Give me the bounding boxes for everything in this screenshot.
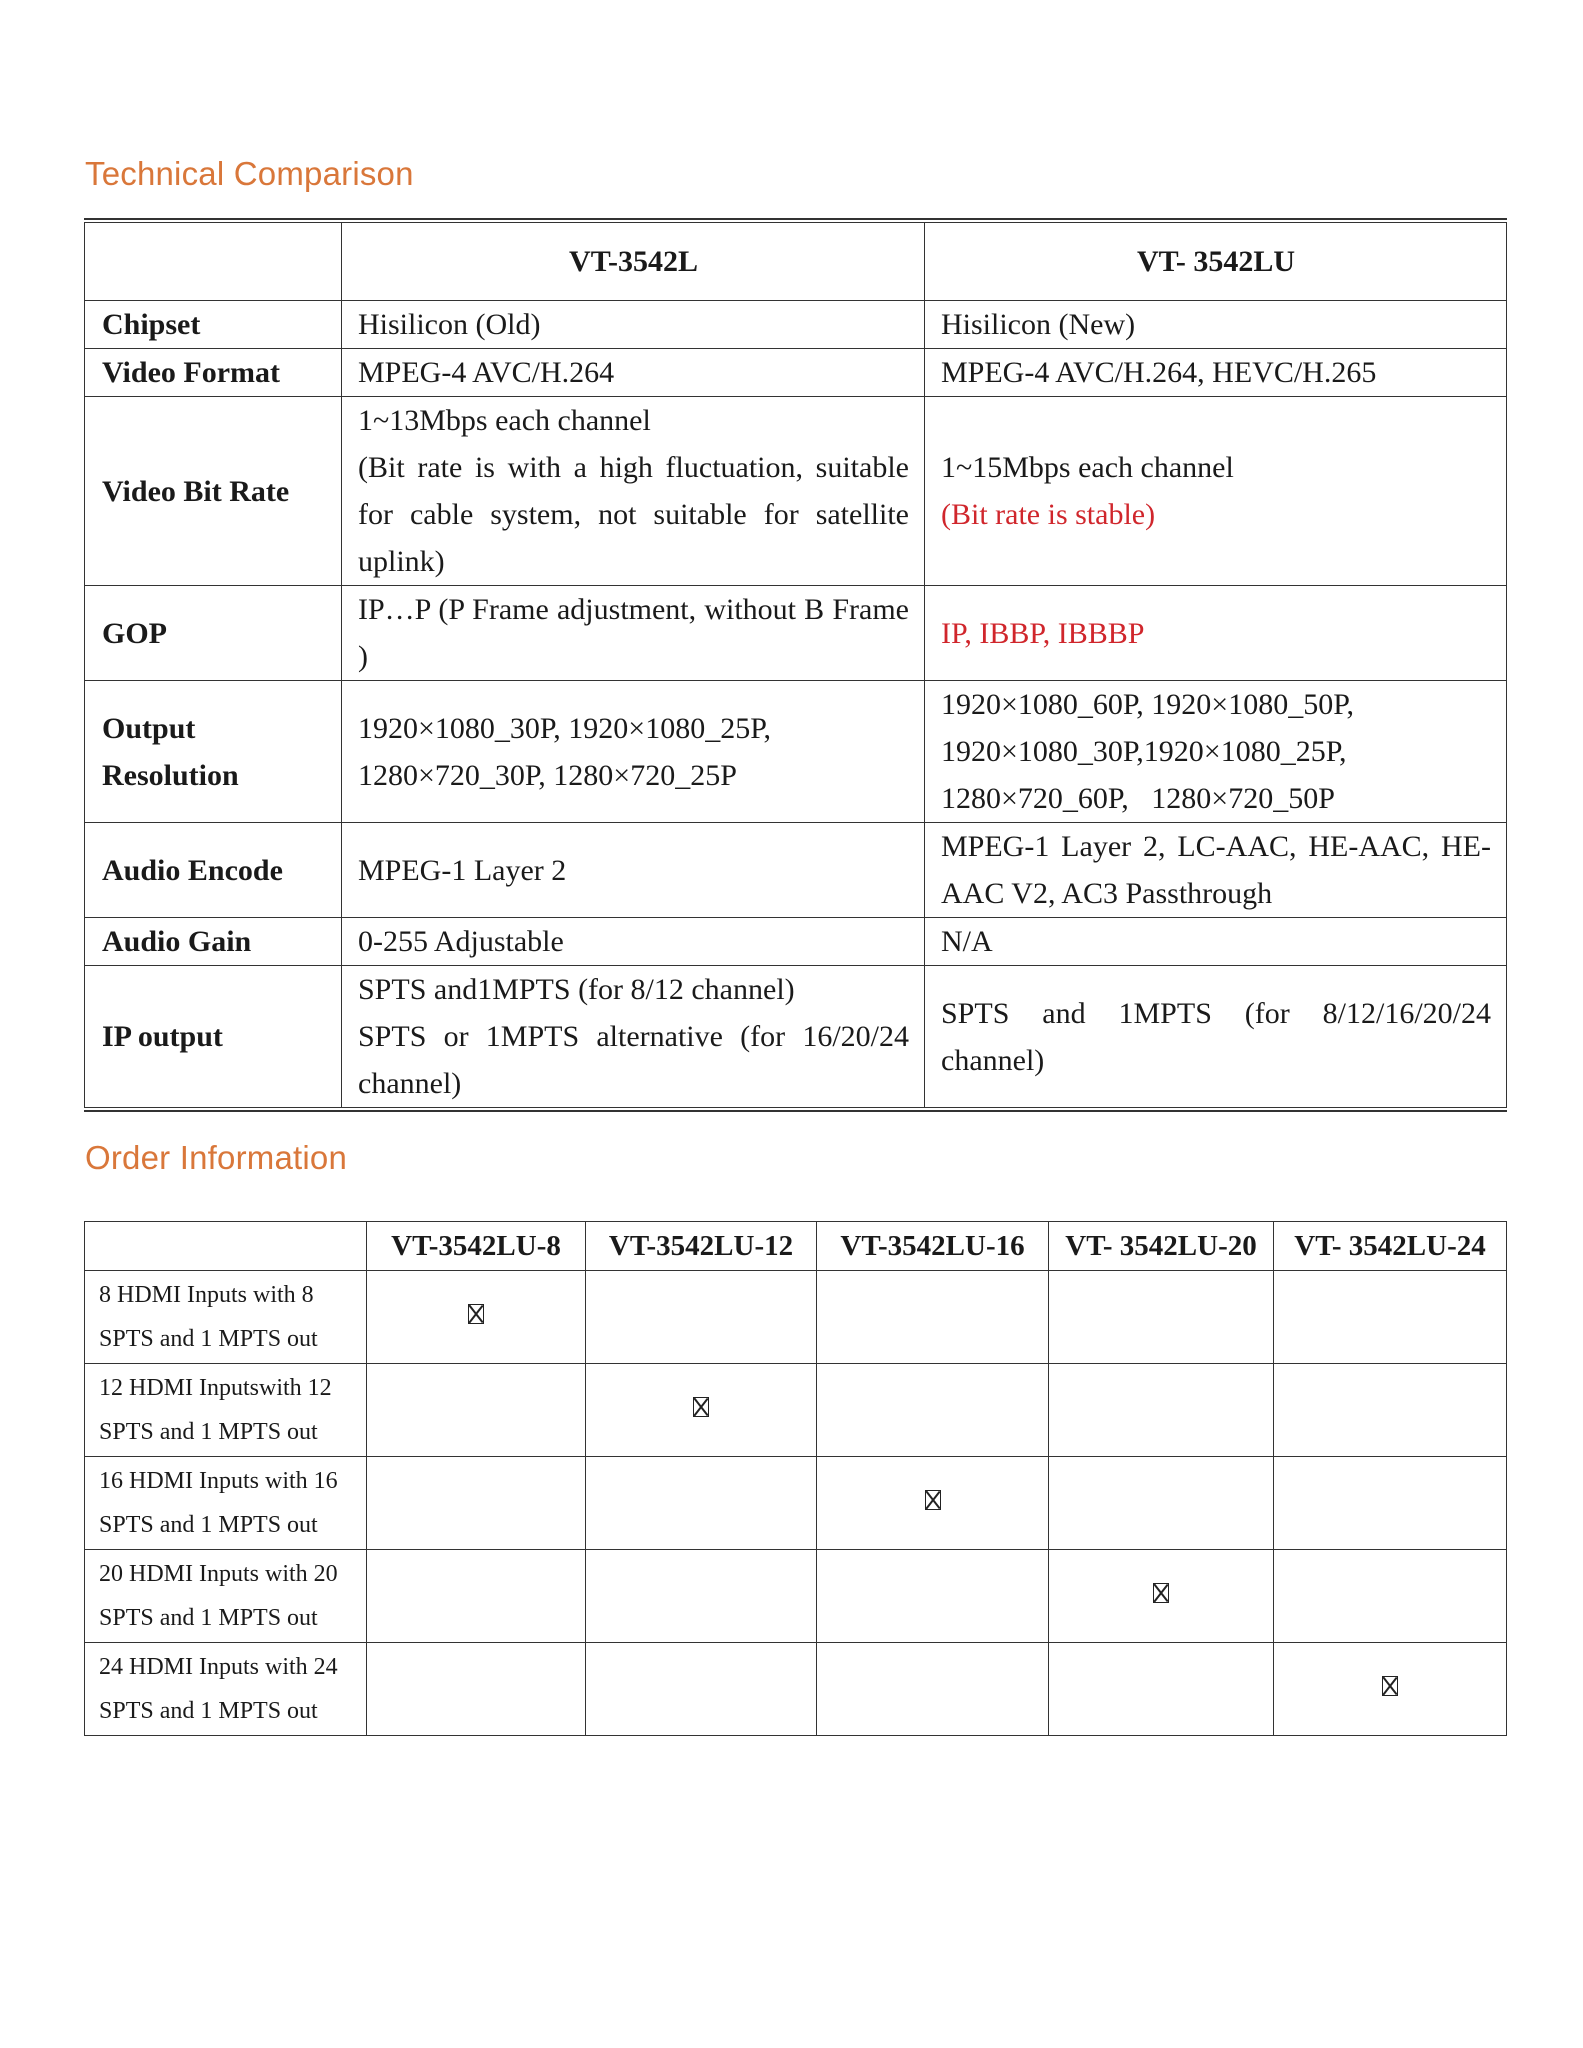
cell-vt-3542lu-16 <box>817 1550 1049 1643</box>
table-row <box>85 1457 1507 1550</box>
row-audio-gain <box>85 918 1507 966</box>
cell-vt-3542lu-8 <box>367 1643 586 1736</box>
cell-vt-3542l <box>342 966 925 1108</box>
cell-vt-3542lu-20 <box>1049 1364 1274 1457</box>
table-header-row <box>85 223 1507 301</box>
row-description-line: SPTS and 1 MPTS out <box>99 1605 318 1631</box>
header-vt-3542lu-8: VT-3542LU-8 <box>367 1222 586 1271</box>
row-label: Video Format <box>85 349 342 397</box>
header-vt-3542lu-12: VT-3542LU-12 <box>586 1222 817 1271</box>
cell-line: SPTS or 1MPTS alternative (for 16/20/24 channel) <box>358 1020 909 1100</box>
row-label: Video Bit Rate <box>85 397 342 586</box>
cell-line: 1920×1080_60P, 1920×1080_50P, <box>941 688 1355 721</box>
cell-line: 1920×1080_30P,1920×1080_25P, <box>941 735 1347 768</box>
header-vt-3542lu-24: VT- 3542LU-24 <box>1274 1222 1507 1271</box>
row-ip-output <box>85 966 1507 1108</box>
technical-comparison-table <box>84 222 1507 1108</box>
cell-vt-3542l <box>342 397 925 586</box>
cell-line: 1~13Mbps each channel <box>358 404 651 437</box>
cell-vt-3542l: Hisilicon (Old) <box>342 301 925 349</box>
cell-line: (Bit rate is with a high fluctuation, suitable for cable system, not suitable for satellite uplink) <box>358 451 909 578</box>
cell-vt-3542lu-16 <box>817 1457 1049 1550</box>
cell-line: 1~15Mbps each channel <box>941 451 1234 484</box>
header-vt-3542lu: VT- 3542LU <box>925 223 1507 301</box>
checkbox-x-icon <box>925 1490 941 1510</box>
row-label: Audio Encode <box>85 823 342 918</box>
row-audio-encode <box>85 823 1507 918</box>
cell-vt-3542lu: N/A <box>925 918 1507 966</box>
row-description-line: SPTS and 1 MPTS out <box>99 1698 318 1724</box>
cell-vt-3542lu <box>925 681 1507 823</box>
row-description-line: 16 HDMI Inputs with 16 <box>99 1468 338 1494</box>
row-gop <box>85 586 1507 681</box>
header-vt-3542l: VT-3542L <box>342 223 925 301</box>
cell-vt-3542lu-12 <box>586 1643 817 1736</box>
cell-line: 1280×720_60P, 1280×720_50P <box>941 782 1335 815</box>
checkbox-x-icon <box>468 1304 484 1324</box>
row-description-line: 20 HDMI Inputs with 20 <box>99 1561 338 1587</box>
cell-vt-3542lu-8 <box>367 1457 586 1550</box>
header-empty <box>85 223 342 301</box>
cell-vt-3542lu-12 <box>586 1271 817 1364</box>
cell-vt-3542lu-24 <box>1274 1643 1507 1736</box>
cell-vt-3542lu-8 <box>367 1364 586 1457</box>
table-row <box>85 1643 1507 1736</box>
cell-vt-3542lu-24 <box>1274 1550 1507 1643</box>
cell-vt-3542lu-24 <box>1274 1364 1507 1457</box>
cell-vt-3542lu-12 <box>586 1550 817 1643</box>
cell-vt-3542lu-24 <box>1274 1271 1507 1364</box>
cell-vt-3542l: MPEG-4 AVC/H.264 <box>342 349 925 397</box>
table-row <box>85 1550 1507 1643</box>
cell-vt-3542lu: Hisilicon (New) <box>925 301 1507 349</box>
order-information-table <box>84 1221 1507 1736</box>
row-label: GOP <box>85 586 342 681</box>
row-label: Chipset <box>85 301 342 349</box>
table-row <box>85 1364 1507 1457</box>
row-description <box>85 1364 367 1457</box>
order-information-title: Order Information <box>85 1139 348 1176</box>
cell-vt-3542lu-8 <box>367 1550 586 1643</box>
row-description <box>85 1457 367 1550</box>
cell-vt-3542lu-12 <box>586 1457 817 1550</box>
row-video-bit-rate <box>85 397 1507 586</box>
row-description <box>85 1271 367 1364</box>
cell-vt-3542l: IP…P (P Frame adjustment, without B Frame ) <box>342 586 925 681</box>
row-description <box>85 1550 367 1643</box>
table-row <box>85 1271 1507 1364</box>
cell-vt-3542l: MPEG-1 Layer 2 <box>342 823 925 918</box>
technical-comparison-table-frame <box>84 218 1507 1112</box>
cell-vt-3542lu-16 <box>817 1643 1049 1736</box>
cell-vt-3542lu <box>925 397 1507 586</box>
cell-vt-3542l: 0-255 Adjustable <box>342 918 925 966</box>
row-description-line: 12 HDMI Inputswith 12 <box>99 1375 332 1401</box>
row-label: Audio Gain <box>85 918 342 966</box>
row-description-line: SPTS and 1 MPTS out <box>99 1512 318 1538</box>
header-vt-3542lu-16: VT-3542LU-16 <box>817 1222 1049 1271</box>
row-description-line: SPTS and 1 MPTS out <box>99 1419 318 1445</box>
row-description-line: 8 HDMI Inputs with 8 <box>99 1282 314 1308</box>
checkbox-x-icon <box>693 1397 709 1417</box>
cell-vt-3542lu-12 <box>586 1364 817 1457</box>
cell-vt-3542lu-20 <box>1049 1643 1274 1736</box>
cell-vt-3542l: 1920×1080_30P, 1920×1080_25P, 1280×720_30P, 1280×720_25P <box>342 681 925 823</box>
checkbox-x-icon <box>1153 1583 1169 1603</box>
cell-vt-3542lu: IP, IBBP, IBBBP <box>925 586 1507 681</box>
row-video-format <box>85 349 1507 397</box>
checkbox-x-icon <box>1382 1676 1398 1696</box>
cell-vt-3542lu-20 <box>1049 1457 1274 1550</box>
header-empty <box>85 1222 367 1271</box>
cell-vt-3542lu-24 <box>1274 1457 1507 1550</box>
cell-vt-3542lu-20 <box>1049 1271 1274 1364</box>
cell-vt-3542lu-16 <box>817 1271 1049 1364</box>
row-label: Output Resolution <box>85 681 342 823</box>
cell-line-highlight: (Bit rate is stable) <box>941 498 1156 531</box>
cell-vt-3542lu-16 <box>817 1364 1049 1457</box>
cell-vt-3542lu-20 <box>1049 1550 1274 1643</box>
row-description-line: SPTS and 1 MPTS out <box>99 1326 318 1352</box>
cell-vt-3542lu: SPTS and 1MPTS (for 8/12/16/20/24 channel) <box>925 966 1507 1108</box>
row-description-line: 24 HDMI Inputs with 24 <box>99 1654 338 1680</box>
cell-vt-3542lu: MPEG-4 AVC/H.264, HEVC/H.265 <box>925 349 1507 397</box>
cell-vt-3542lu-8 <box>367 1271 586 1364</box>
header-vt-3542lu-20: VT- 3542LU-20 <box>1049 1222 1274 1271</box>
row-output-resolution <box>85 681 1507 823</box>
table-header-row <box>85 1222 1507 1271</box>
row-chipset <box>85 301 1507 349</box>
row-label: IP output <box>85 966 342 1108</box>
row-description <box>85 1643 367 1736</box>
cell-line: SPTS and1MPTS (for 8/12 channel) <box>358 973 795 1006</box>
technical-comparison-title: Technical Comparison <box>85 155 414 192</box>
cell-vt-3542lu: MPEG-1 Layer 2, LC-AAC, HE-AAC, HE-AAC V2, AC3 Passthrough <box>925 823 1507 918</box>
